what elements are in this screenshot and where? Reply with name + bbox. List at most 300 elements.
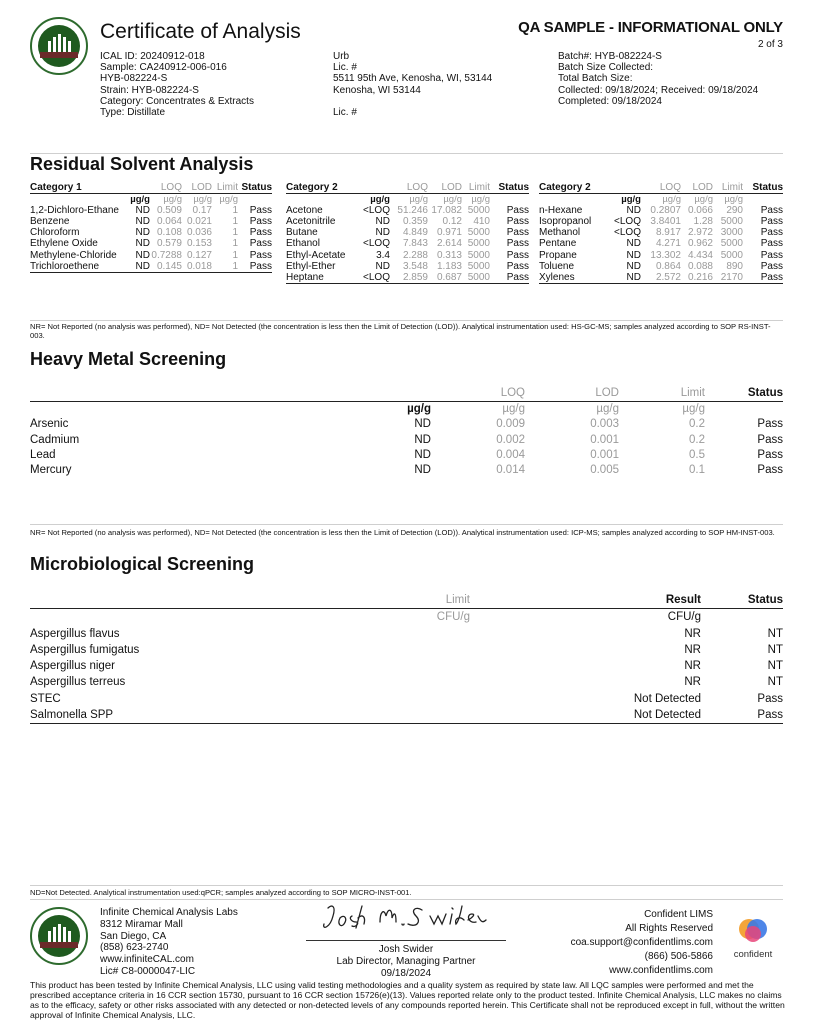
result-value: ND	[375, 227, 390, 239]
analyte-name: Ethyl-Ether	[286, 260, 336, 272]
solvent-row	[286, 227, 529, 238]
status-value: NT	[767, 643, 783, 656]
metal-row	[30, 448, 783, 463]
lab-contact	[100, 907, 238, 978]
solvent-row	[30, 261, 272, 273]
limit-value: 5000	[467, 238, 490, 250]
limit-value	[330, 707, 470, 724]
micro-row	[30, 626, 783, 642]
lod-value: 0.687	[428, 272, 462, 284]
signer-title: Lab Director, Managing Partner	[336, 955, 476, 967]
micro-row	[30, 691, 783, 707]
result-value: 3.4	[376, 249, 390, 261]
status-header: Status	[701, 592, 783, 609]
category-header: Category 2	[286, 182, 360, 194]
analyte-name: Acetone	[286, 205, 323, 217]
loq-value: 7.843	[402, 238, 428, 250]
status-value: Pass	[249, 216, 272, 228]
limit-value: 5000	[462, 272, 490, 284]
lod-value: 0.088	[687, 260, 713, 272]
lod-value: 2.614	[436, 238, 462, 250]
metal-row	[30, 463, 783, 478]
solvent-row	[286, 250, 529, 261]
analyte-name: 1,2-Dichloro-Ethane	[30, 205, 119, 217]
micro-table	[30, 592, 783, 724]
analyte-name: Toluene	[539, 260, 575, 272]
result-value: ND	[130, 261, 150, 273]
micro-title: Microbiological Screening	[30, 554, 255, 574]
analyte-name: Ethylene Oxide	[30, 238, 98, 250]
result-value: ND	[135, 205, 150, 217]
status-value: NT	[767, 660, 783, 673]
limit-value: 5000	[467, 205, 490, 217]
limit-value: 1	[232, 238, 238, 250]
solvent-row	[286, 216, 529, 227]
status-value: Pass	[760, 205, 783, 217]
limit-value	[330, 674, 470, 690]
loq-value: 2.572	[641, 272, 681, 284]
unit-label: µg/g	[443, 194, 462, 206]
loq-value: 3.548	[402, 260, 428, 272]
status-value: Pass	[743, 272, 783, 284]
lod-header: LOD	[681, 182, 713, 194]
limit-value: 290	[726, 205, 743, 217]
unit-label: µg/g	[682, 403, 705, 416]
analyte-name: Acetonitrile	[286, 216, 336, 228]
loq-value: 3.8401	[650, 216, 681, 228]
limit-value: 890	[726, 260, 743, 272]
status-value: Pass	[760, 249, 783, 261]
limit-header: Limit	[212, 182, 238, 194]
loq-value: 13.302	[650, 249, 681, 261]
analyte-name: Isopropanol	[539, 216, 592, 228]
lod-value: 0.216	[681, 272, 713, 284]
loq-value: 4.271	[655, 238, 681, 250]
unit-label: CFU/g	[436, 611, 470, 624]
limit-value: 1	[232, 205, 238, 217]
lod-value: 17.082	[431, 205, 462, 217]
status-value: Pass	[760, 260, 783, 272]
result-value: ND	[607, 272, 641, 284]
lod-header: LOD	[428, 182, 462, 194]
unit-label: µg/g	[596, 403, 619, 416]
lod-value: 1.183	[436, 260, 462, 272]
confident-logo-text: confident	[733, 949, 773, 960]
limit-value	[330, 642, 470, 658]
status-header: Status	[705, 386, 783, 402]
analyte-name: Propane	[539, 249, 577, 261]
lod-value: 0.036	[186, 227, 212, 239]
micro-note: ND=Not Detected. Analytical instrumentation used:qPCR; samples analyzed according to SOP MICRO-INST-001.	[30, 888, 412, 897]
result-value: ND	[135, 238, 150, 250]
qa-sample-label: QA SAMPLE - INFORMATIONAL ONLY	[518, 19, 783, 36]
signer-date: 09/18/2024	[380, 967, 432, 979]
sample-info	[100, 51, 254, 118]
client-info-line: Lic. #	[333, 62, 357, 74]
status-value: Pass	[701, 707, 783, 724]
limit-value: 0.1	[689, 464, 705, 477]
status-value: Pass	[757, 448, 783, 461]
lab-contact-line: (858) 623-2740	[100, 942, 169, 954]
lims-contact-line: www.confidentlims.com	[609, 965, 713, 976]
result-value: ND	[135, 249, 150, 261]
limit-value: 410	[473, 216, 490, 228]
limit-value: 0.2	[689, 418, 705, 431]
solvent-row	[30, 250, 272, 261]
solvent-row	[286, 272, 529, 284]
result-value: ND	[626, 260, 641, 272]
unit-label: µg/g	[409, 194, 428, 206]
solvent-row	[30, 227, 272, 238]
result-value: NR	[684, 627, 701, 640]
status-value: Pass	[506, 227, 529, 239]
status-value: Pass	[249, 227, 272, 239]
signer-info	[306, 944, 506, 979]
batch-info-line: Completed: 09/18/2024	[558, 95, 662, 107]
analyte-name: STEC	[30, 692, 61, 705]
unit-label: µg/g	[219, 194, 238, 206]
unit-label: µg/g	[471, 194, 490, 206]
loq-value: 4.849	[402, 227, 428, 239]
sample-info-line: Sample: CA240912-006-016	[100, 62, 227, 74]
lod-value: 0.127	[186, 249, 212, 261]
disclaimer: This product has been tested by Infinite Chemical Analysis, LLC using valid testing methodologies and a quality system as required by state law. All LQC samples were performed and met the prescribed acceptance criteria in 16 CCR section 15730, pursuant to 16 CCR section 15726(e)(13). Values reported relate only to the product tested. Infinite Chemical Analysis, LLC makes no claims as to the efficacy, safety or other risks associated with any detected or non-detected levels of any compounds reported herein. This Certificate shall not be reproduced except in full, without the written approval of Infinite Chemical Analysis, LLC.	[30, 980, 785, 1021]
analyte-name: Aspergillus flavus	[30, 627, 120, 640]
result-value: ND	[135, 216, 150, 228]
limit-value	[330, 658, 470, 674]
limit-header: Limit	[462, 182, 490, 194]
unit-label: µg/g	[130, 194, 150, 206]
analyte-name: Ethanol	[286, 238, 320, 250]
lod-header: LOD	[182, 182, 212, 194]
metal-row	[30, 433, 783, 448]
limit-value: 2170	[713, 272, 743, 284]
result-value: Not Detected	[470, 707, 701, 724]
solvent-row	[286, 238, 529, 249]
metal-row	[30, 417, 783, 432]
status-value: Pass	[506, 216, 529, 228]
lab-logo-footer	[30, 907, 88, 965]
solvent-row	[539, 261, 783, 272]
result-value: ND	[375, 260, 390, 272]
loq-header: LOQ	[150, 182, 182, 194]
divider	[30, 885, 783, 886]
lab-logo-header	[30, 17, 88, 75]
solvent-row	[286, 261, 529, 272]
loq-value: 0.014	[496, 464, 525, 477]
lims-contact-line: Confident LIMS	[644, 909, 713, 920]
solvent-table-category-1	[30, 182, 272, 273]
status-value: Pass	[506, 205, 529, 217]
analyte-name: Pentane	[539, 238, 577, 250]
status-value: Pass	[249, 205, 272, 217]
solvent-row	[539, 216, 783, 227]
category-header: Category 2	[539, 182, 607, 194]
status-value: Pass	[506, 260, 529, 272]
batch-info-line: Batch#: HYB-082224-S	[558, 51, 662, 62]
micro-row	[30, 642, 783, 658]
limit-value: 5000	[720, 249, 743, 261]
analyte-name: Butane	[286, 227, 318, 239]
lab-contact-line: Infinite Chemical Analysis Labs	[100, 907, 238, 918]
loq-value: 2.288	[402, 249, 428, 261]
metal-note: NR= Not Reported (no analysis was performed), ND= Not Detected (the concentration is less then the Limit of Detection (LOD)). Analytical instrumentation used: ICP-MS; samples analyzed according to SOP HM-INST-003.	[30, 528, 775, 537]
client-info	[333, 51, 492, 118]
client-info-line: Urb	[333, 51, 350, 62]
analyte-name: Benzene	[30, 216, 70, 228]
heavy-metal-title: Heavy Metal Screening	[30, 349, 227, 369]
lab-contact-line: www.infiniteCAL.com	[100, 954, 194, 966]
limit-value: 0.5	[689, 448, 705, 461]
batch-info	[558, 51, 758, 107]
loq-value: 8.917	[655, 227, 681, 239]
divider	[30, 320, 783, 321]
lod-value: 0.971	[436, 227, 462, 239]
limit-value: 1	[232, 249, 238, 261]
loq-value: 0.009	[496, 418, 525, 431]
unit-label: µg/g	[694, 194, 713, 206]
unit-label: µg/g	[662, 194, 681, 206]
lod-value: 0.962	[687, 238, 713, 250]
lims-contact-line: All Rights Reserved	[625, 923, 713, 934]
status-value: NT	[767, 627, 783, 640]
lod-value: 2.972	[687, 227, 713, 239]
lod-value: 0.066	[687, 205, 713, 217]
loq-value: 51.246	[397, 205, 428, 217]
unit-label: µg/g	[621, 194, 641, 206]
limit-value: 5000	[467, 249, 490, 261]
signer-name: Josh Swider	[378, 944, 434, 955]
solvent-note: NR= Not Reported (no analysis was performed), ND= Not Detected (the concentration is less then the Limit of Detection (LOD)). Analytical instrumentation used: HS-GC-MS; samples analyzed according to SOP RS-INST-003.	[30, 322, 771, 340]
unit-label: µg/g	[163, 194, 182, 206]
sample-info-line: Category: Concentrates & Extracts	[100, 95, 254, 107]
limit-value: 5000	[720, 216, 743, 228]
status-value: Pass	[757, 692, 783, 705]
solvent-row	[539, 227, 783, 238]
sample-info-line: Strain: HYB-082224-S	[100, 84, 199, 96]
result-value: ND	[414, 433, 431, 446]
result-value: ND	[414, 448, 431, 461]
result-value: ND	[626, 205, 641, 217]
micro-row	[30, 658, 783, 674]
lod-value: 0.001	[590, 448, 619, 461]
lims-contact-line: (866) 506-5866	[644, 951, 713, 962]
status-value: Pass	[760, 216, 783, 228]
status-header: Status	[238, 182, 272, 194]
unit-label: µg/g	[370, 194, 390, 206]
limit-value: 5000	[467, 227, 490, 239]
result-value: ND	[135, 227, 150, 239]
lod-value: 0.17	[192, 205, 212, 217]
analyte-name: Mercury	[30, 464, 72, 477]
lod-value: 0.153	[186, 238, 212, 250]
analyte-name: Cadmium	[30, 433, 80, 446]
lod-value: 0.018	[182, 261, 212, 273]
micro-row	[30, 707, 783, 724]
batch-info-line: Total Batch Size:	[558, 73, 633, 85]
page-number: 2 of 3	[757, 39, 783, 50]
analyte-name: Trichloroethene	[30, 261, 130, 273]
solvent-row	[539, 272, 783, 284]
status-value: Pass	[757, 464, 783, 477]
lod-header: LOD	[525, 386, 619, 402]
sample-info-line: HYB-082224-S	[100, 73, 168, 85]
status-value: Pass	[757, 418, 783, 431]
status-value: Pass	[238, 261, 272, 273]
page-title: Certificate of Analysis	[100, 20, 301, 43]
limit-value: 1	[212, 261, 238, 273]
limit-header: Limit	[330, 592, 470, 609]
lod-value: 0.005	[590, 464, 619, 477]
analyte-name: n-Hexane	[539, 205, 583, 217]
status-value: Pass	[490, 272, 529, 284]
solvent-row	[539, 238, 783, 249]
lab-contact-line: San Diego, CA	[100, 930, 167, 942]
loq-value: 0.064	[156, 216, 182, 228]
analyte-name: Lead	[30, 448, 56, 461]
lod-value: 0.313	[436, 249, 462, 261]
lod-value: 4.434	[687, 249, 713, 261]
solvent-row	[30, 205, 272, 216]
lod-value: 0.001	[590, 433, 619, 446]
loq-header: LOQ	[390, 182, 428, 194]
analyte-name: Xylenes	[539, 272, 607, 284]
status-value: Pass	[506, 249, 529, 261]
limit-value: 1	[232, 227, 238, 239]
result-header: Result	[470, 592, 701, 609]
loq-value: 0.509	[156, 205, 182, 217]
batch-info-line: Batch Size Collected:	[558, 62, 654, 74]
solvent-row	[539, 205, 783, 216]
result-value: ND	[414, 418, 431, 431]
residual-solvent-title: Residual Solvent Analysis	[30, 154, 254, 174]
micro-row	[30, 674, 783, 690]
client-info-line	[333, 96, 492, 107]
lod-value: 0.003	[590, 418, 619, 431]
divider	[30, 524, 783, 525]
status-value: Pass	[506, 238, 529, 250]
analyte-name: Aspergillus fumigatus	[30, 643, 140, 656]
limit-value: 5000	[467, 260, 490, 272]
loq-header: LOQ	[431, 386, 525, 402]
confident-logo	[728, 915, 778, 959]
solvent-row	[30, 238, 272, 249]
limit-value	[330, 626, 470, 642]
status-value: Pass	[249, 238, 272, 250]
status-value: Pass	[760, 238, 783, 250]
result-value: ND	[626, 249, 641, 261]
loq-value: 0.7288	[151, 249, 182, 261]
solvent-row	[286, 205, 529, 216]
limit-value: 5000	[720, 238, 743, 250]
loq-header: LOQ	[641, 182, 681, 194]
loq-value: 0.145	[150, 261, 182, 273]
analyte-name: Aspergillus niger	[30, 660, 116, 673]
result-value: NR	[684, 643, 701, 656]
unit-label: µg/g	[407, 403, 431, 416]
unit-label: µg/g	[193, 194, 212, 206]
lod-value: 1.28	[693, 216, 713, 228]
lab-contact-line: 8312 Miramar Mall	[100, 918, 183, 930]
solvent-table-category-2a	[286, 182, 529, 284]
category-header: Category 1	[30, 182, 130, 194]
limit-value: 0.2	[689, 433, 705, 446]
signature	[318, 902, 494, 936]
limit-value	[330, 691, 470, 707]
solvent-row	[30, 216, 272, 227]
sample-info-line: ICAL ID: 20240912-018	[100, 51, 205, 62]
lod-value: 0.021	[186, 216, 212, 228]
result-value: NR	[684, 676, 701, 689]
lims-contact-line: coa.support@confidentlims.com	[570, 937, 713, 948]
limit-value: 1	[232, 216, 238, 228]
loq-value: 0.004	[496, 448, 525, 461]
solvent-row	[539, 250, 783, 261]
result-value: <LOQ	[360, 272, 390, 284]
lims-contact	[571, 908, 713, 978]
limit-header: Limit	[713, 182, 743, 194]
limit-header: Limit	[619, 386, 705, 402]
result-value: <LOQ	[614, 227, 641, 239]
analyte-name: Aspergillus terreus	[30, 676, 126, 689]
status-header: Status	[743, 182, 783, 194]
limit-value: 3000	[720, 227, 743, 239]
result-value: Not Detected	[633, 692, 701, 705]
analyte-name: Methylene-Chloride	[30, 249, 117, 261]
status-value: Pass	[760, 227, 783, 239]
result-value: ND	[626, 238, 641, 250]
analyte-name: Salmonella SPP	[30, 707, 330, 724]
status-value: NT	[767, 676, 783, 689]
loq-value: 2.859	[390, 272, 428, 284]
analyte-name: Chloroform	[30, 227, 80, 239]
status-value: Pass	[249, 249, 272, 261]
unit-label: µg/g	[724, 194, 743, 206]
status-value: Pass	[757, 433, 783, 446]
result-value: <LOQ	[363, 238, 390, 250]
result-value: ND	[414, 464, 431, 477]
solvent-table-category-2b	[539, 182, 783, 284]
loq-value: 0.579	[156, 238, 182, 250]
loq-value: 0.002	[496, 433, 525, 446]
sample-info-line: Type: Distillate	[100, 107, 166, 119]
result-value: <LOQ	[614, 216, 641, 228]
result-value: NR	[684, 660, 701, 673]
unit-label: CFU/g	[667, 611, 701, 624]
batch-info-line: Collected: 09/18/2024; Received: 09/18/2024	[558, 84, 759, 96]
analyte-name: Heptane	[286, 272, 360, 284]
signature-line	[306, 940, 506, 941]
unit-label: µg/g	[502, 403, 525, 416]
lab-contact-line: Lic# C8-0000047-LIC	[100, 965, 196, 977]
analyte-name: Arsenic	[30, 418, 69, 431]
loq-value: 0.864	[655, 260, 681, 272]
divider	[30, 899, 783, 900]
result-value: <LOQ	[363, 205, 390, 217]
status-header: Status	[490, 182, 529, 194]
client-info-line: 5511 95th Ave, Kenosha, WI, 53144	[333, 73, 493, 85]
loq-value: 0.359	[402, 216, 428, 228]
analyte-name: Ethyl-Acetate	[286, 249, 346, 261]
result-value: ND	[375, 216, 390, 228]
analyte-name: Methanol	[539, 227, 581, 239]
client-info-line: Lic. #	[333, 107, 357, 119]
client-info-line: Kenosha, WI 53144	[333, 84, 421, 96]
loq-value: 0.108	[156, 227, 182, 239]
loq-value: 0.2807	[650, 205, 681, 217]
heavy-metal-table	[30, 386, 783, 478]
lod-value: 0.12	[442, 216, 462, 228]
